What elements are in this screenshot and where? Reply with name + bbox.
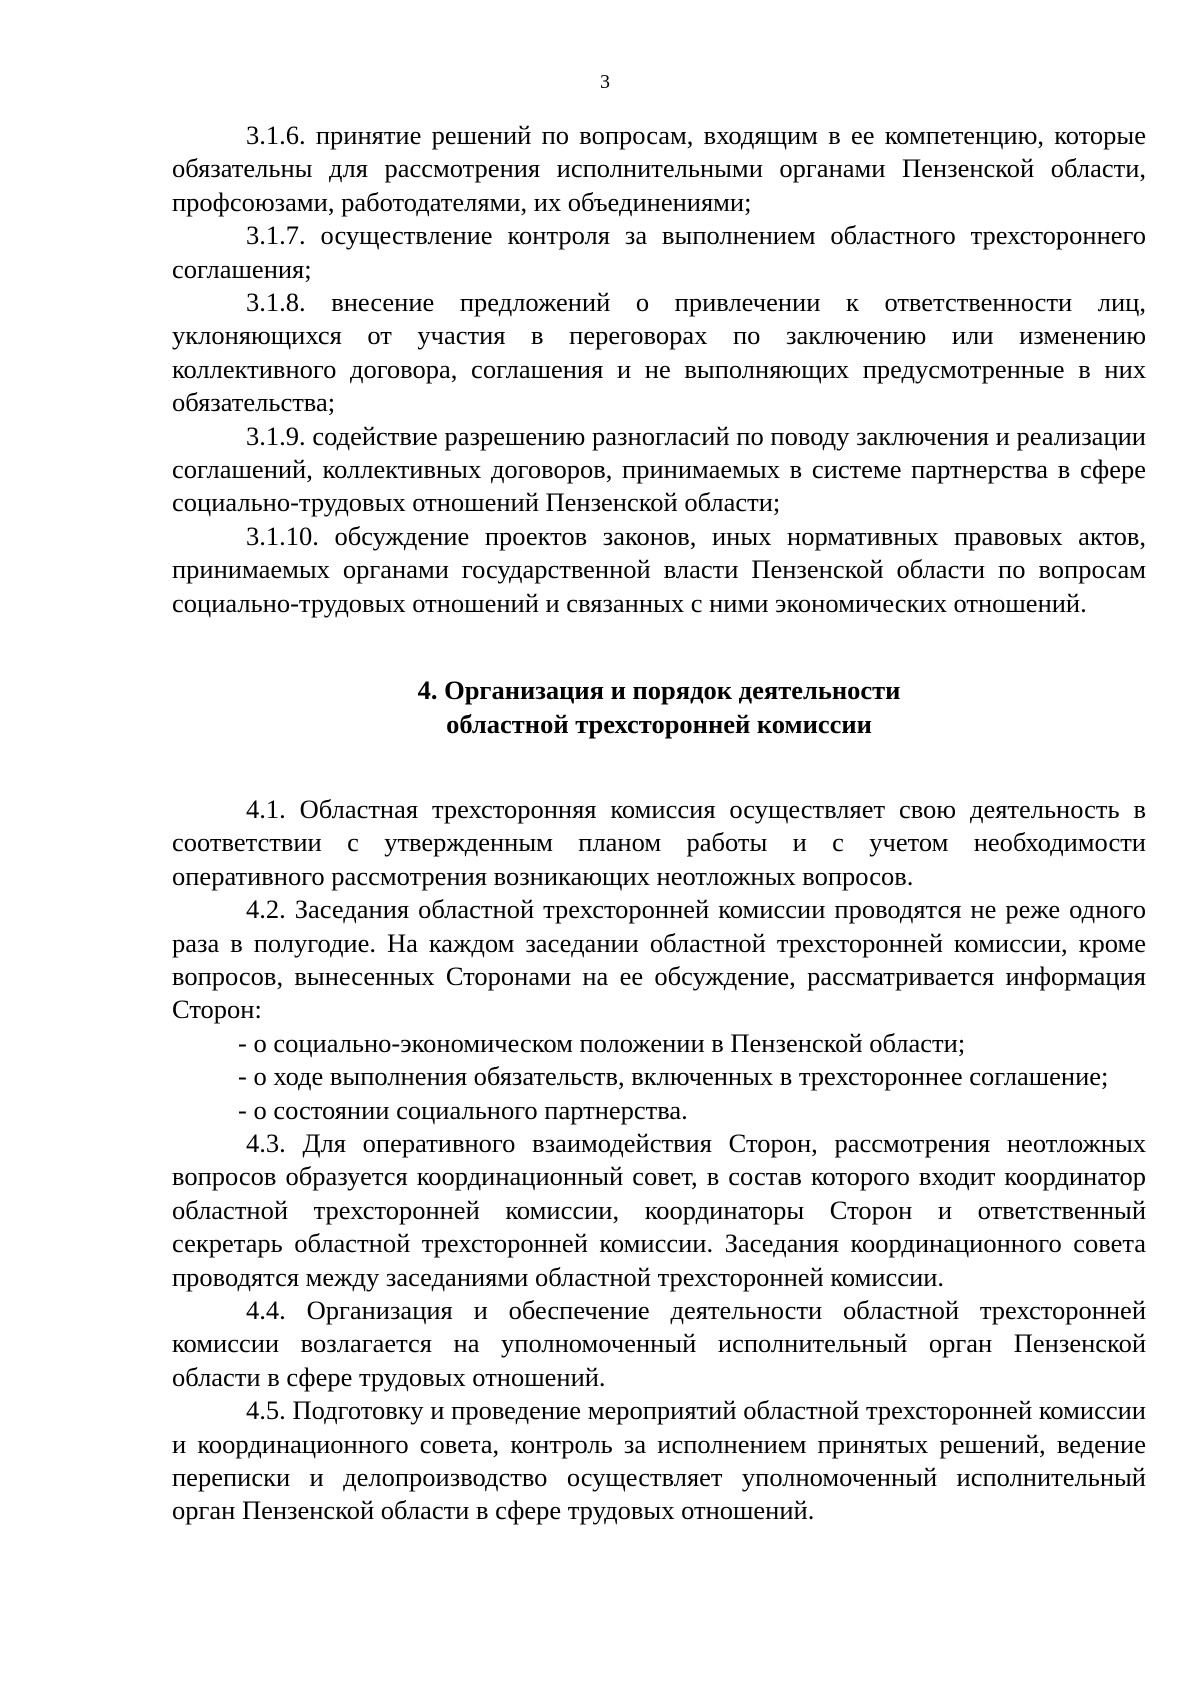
paragraph-3-1-6: 3.1.6. принятие решений по вопросам, входящим в ее компетенцию, которые обязательны для рассмотрения исполнительными органами Пензенской области, профсоюзами, работодателями, их объединениями;	[172, 120, 1146, 217]
list-item: - о ходе выполнения обязательств, включенных в трехстороннее соглашение;	[238, 1061, 1109, 1092]
paragraph-3-1-8: 3.1.8. внесение предложений о привлечении к ответственности лиц, уклоняющихся от участия в переговорах по заключению или изменению коллективного договора, соглашения и не выполняющих предусмотренные в них обязательства;	[172, 287, 1146, 418]
section-heading-line-2: областной трехсторонней комиссии	[446, 708, 872, 739]
paragraph-4-5: 4.5. Подготовку и проведение мероприятий областной трехсторонней комиссии и координационного совета, контроль за исполнением принятых решений, ведение переписки и делопроизводство осуществляет уполномоченный исполнительный орган Пензенской области в сфере трудовых отношений.	[172, 1395, 1146, 1526]
paragraph-4-2: 4.2. Заседания областной трехсторонней комиссии проводятся не реже одного раза в полугодие. На каждом заседании областной трехсторонней комиссии, кроме вопросов, вынесенных Сторонами на ее обсуждение, рассматривается информация Сторон:	[172, 894, 1146, 1025]
page-number: 3	[600, 71, 610, 93]
list-item: - о состоянии социального партнерства.	[238, 1094, 688, 1125]
document-body	[172, 119, 1146, 1528]
paragraph-3-1-9: 3.1.9. содействие разрешению разногласий по поводу заключения и реализации соглашений, коллективных договоров, принимаемых в системе партнерства в сфере социально-трудовых отношений Пензенской области;	[172, 420, 1146, 518]
paragraph-3-1-10: 3.1.10. обсуждение проектов законов, иных нормативных правовых актов, принимаемых органами государственной власти Пензенской области по вопросам социально-трудовых отношений и связанных с ними экономических отношений.	[172, 520, 1146, 618]
paragraph-3-1-7: 3.1.7. осуществление контроля за выполнением областного трехстороннего соглашения;	[172, 220, 1146, 284]
paragraph-4-3: 4.3. Для оперативного взаимодействия Сторон, рассмотрения неотложных вопросов образуется координационный совет, в состав которого входит координатор областной трехсторонней комиссии, координаторы Сторон и ответственный секретарь областной трехсторонней комиссии. Заседания координационного совета проводятся между заседаниями областной трехсторонней комиссии.	[172, 1127, 1146, 1292]
paragraph-4-4: 4.4. Организация и обеспечение деятельности областной трехсторонней комиссии возлагается на уполномоченный исполнительный орган Пензенской области в сфере трудовых отношений.	[172, 1295, 1146, 1392]
section-heading	[172, 674, 1146, 741]
section-heading-line-1: 4. Организация и порядок деятельности	[417, 675, 901, 706]
paragraph-4-1: 4.1. Областная трехсторонняя комиссия осуществляет свою деятельность в соответствии с утвержденным планом работы и с учетом необходимости оперативного рассмотрения возникающих неотложных вопросов.	[172, 793, 1146, 891]
list-item: - о социально-экономическом положении в Пензенской области;	[238, 1027, 966, 1058]
